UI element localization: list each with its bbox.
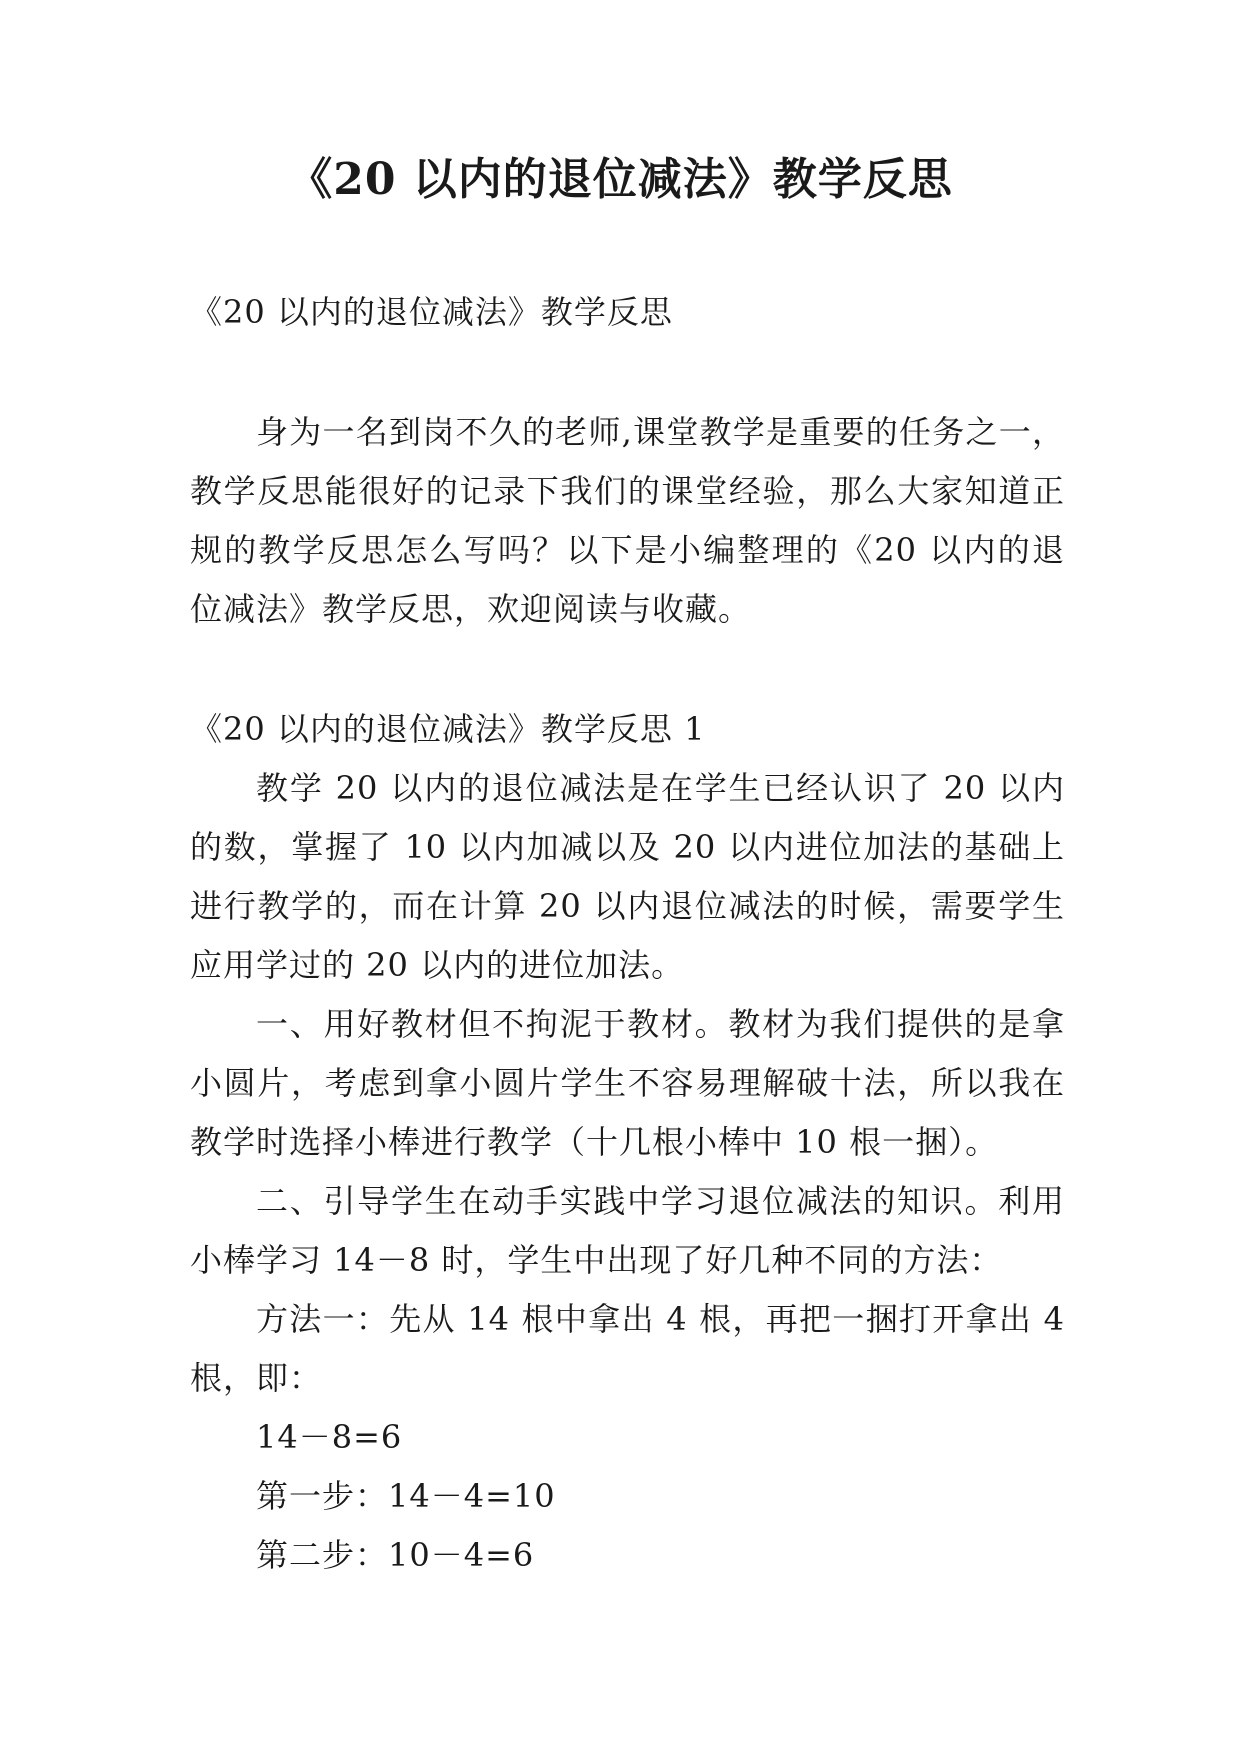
document-subtitle: 《20 以内的退位减法》教学反思 (190, 293, 673, 331)
formula-line-3: 第二步：10－4=6 (256, 1536, 535, 1574)
section-heading: 《20 以内的退位减法》教学反思 1 (190, 710, 706, 748)
paragraph-4: 方法一：先从 14 根中拿出 4 根，再把一捆打开拿出 4 根，即： (190, 1300, 1065, 1397)
formula-line-1: 14－8=6 (256, 1418, 403, 1456)
section-1 (190, 700, 1065, 1585)
document-title: 《20 以内的退位减法》教学反思 (288, 154, 953, 205)
paragraph-2: 一、用好教材但不拘泥于教材。教材为我们提供的是拿小圆片，考虑到拿小圆片学生不容易理解破十法，所以我在教学时选择小棒进行教学（十几根小棒中 10 根一捆）。 (190, 1005, 1065, 1161)
formula-line-2: 第一步：14－4=10 (256, 1477, 556, 1515)
paragraph-1: 教学 20 以内的退位减法是在学生已经认识了 20 以内的数，掌握了 10 以内加减以及 20 以内进位加法的基础上进行教学的，而在计算 20 以内退位减法的时候，需要学生应用学过的 20 以内的进位加法。 (190, 769, 1065, 984)
intro-paragraph: 身为一名到岗不久的老师,课堂教学是重要的任务之一，教学反思能很好的记录下我们的课堂经验，那么大家知道正规的教学反思怎么写吗？以下是小编整理的《20 以内的退位减法》教学反思，欢迎阅读与收藏。 (190, 413, 1065, 628)
paragraph-3: 二、引导学生在动手实践中学习退位减法的知识。利用小棒学习 14－8 时，学生中出现了好几种不同的方法： (190, 1182, 1065, 1279)
